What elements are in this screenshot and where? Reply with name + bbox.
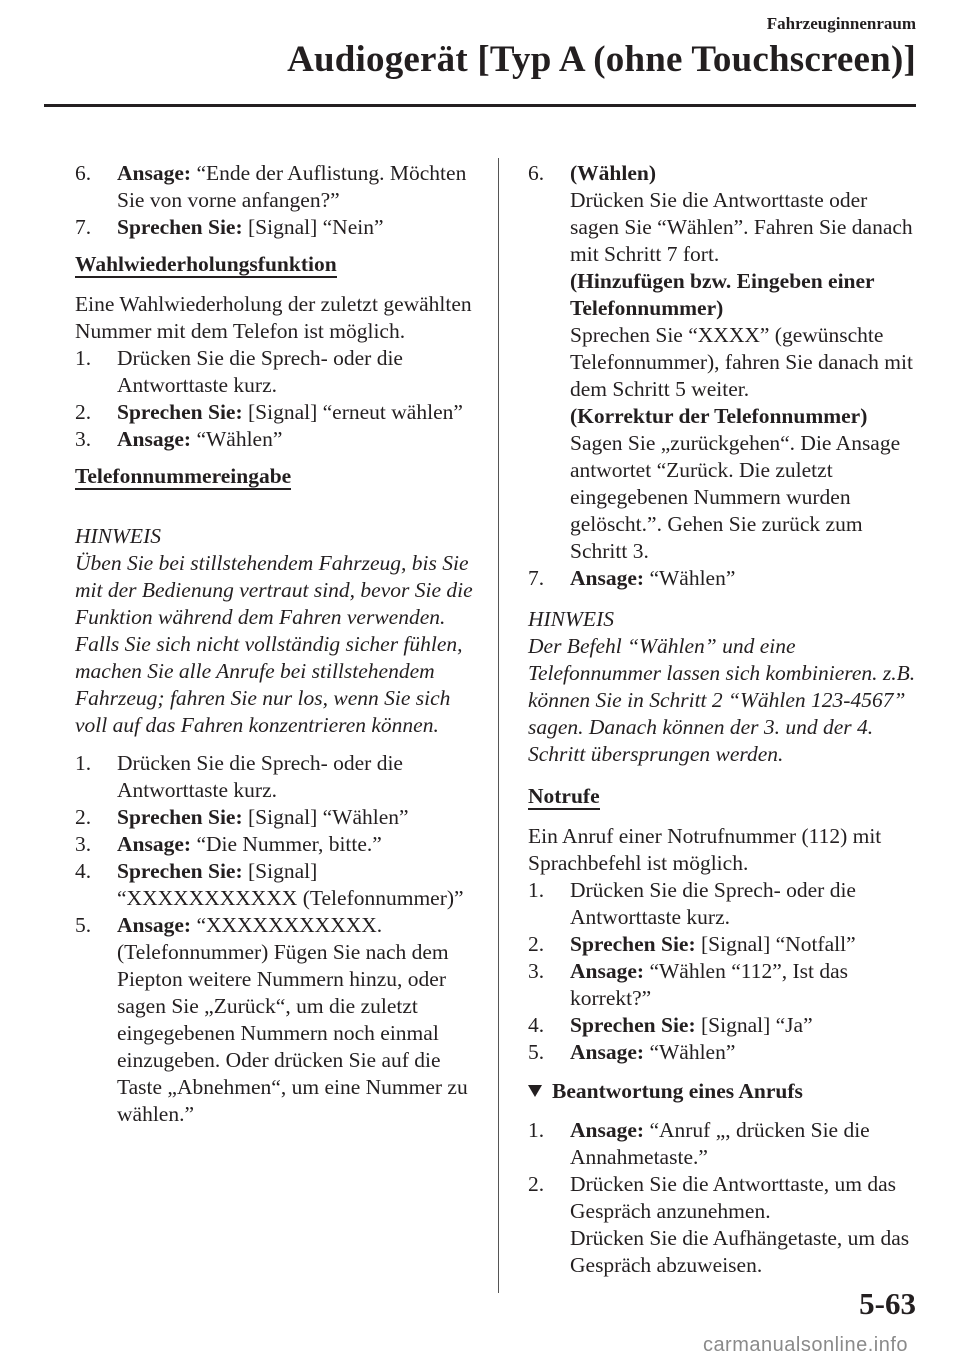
page-title: Audiogerät [Typ A (ohne Touchscreen)] — [287, 39, 916, 80]
item-label: Sprechen Sie: — [117, 215, 243, 239]
sub-body: Sprechen Sie “XXXX” (gewünschte Telefonnummer), fahren Sie danach mit dem Schritt 5 weiter. — [570, 323, 913, 401]
item-text — [117, 912, 475, 1128]
item-body: [Signal] “Wählen” — [242, 805, 409, 829]
item-body: [Signal] “Nein” — [242, 215, 384, 239]
section-heading-emergency: Notrufe — [528, 784, 600, 808]
item-body: “XXXXXXXXXXX. (Telefonnummer) Fügen Sie nach dem Piepton weitere Nummern hinzu, oder sagen Sie „Zurück“, um die zuletzt eingegebenen Nummern noch einmal einzugeben. Oder drücken Sie auf die Taste „Abnehmen“, um eine Nummer zu wählen.” — [117, 913, 468, 1126]
item-number: 3. — [528, 959, 545, 983]
item-body: Drücken Sie die Antworttaste oder sagen Sie “Wählen”. Fahren Sie danach mit Schritt 7 fort. — [570, 188, 913, 266]
column-divider — [498, 158, 499, 1293]
item-number: 2. — [528, 1172, 545, 1196]
section-label: Fahrzeuginnenraum — [766, 14, 916, 33]
item-body: Drücken Sie die Sprech- oder die Antworttaste kurz. — [570, 878, 856, 929]
item-text — [570, 958, 918, 1012]
item-number: 5. — [528, 1040, 545, 1064]
item-text — [570, 1117, 918, 1171]
right-column — [528, 160, 918, 1279]
item-number: 1. — [75, 346, 92, 370]
list-item — [528, 877, 918, 931]
item-label: Sprechen Sie: — [117, 805, 243, 829]
item-number: 5. — [75, 913, 92, 937]
item-body: Drücken Sie die Antworttaste, um das Gespräch anzunehmen. — [570, 1172, 897, 1223]
triangle-down-icon — [528, 1085, 542, 1097]
item-text — [570, 1171, 918, 1279]
note-text: Der Befehl “Wählen” und eine Telefonnummer lassen sich kombinieren. z.B. können Sie in Schritt 2 “Wählen 123-4567” sagen. Danach können der 3. und der 4. Schritt übersprungen werden. — [528, 634, 916, 766]
list-item — [528, 1117, 918, 1171]
list-item — [75, 160, 475, 214]
item-number: 4. — [528, 1013, 545, 1037]
item-number: 6. — [75, 161, 92, 185]
item-label: Ansage: — [570, 1040, 645, 1064]
item-text — [117, 858, 475, 912]
item-text — [117, 831, 475, 858]
list-item — [528, 1171, 918, 1279]
item-label: Ansage: — [570, 959, 645, 983]
item-label: Ansage: — [117, 913, 192, 937]
item-body: “Ende der Auflistung. Möchten Sie von vorne anfangen?” — [117, 161, 467, 212]
sub-label: (Hinzufügen bzw. Eingeben einer Telefonnummer) — [570, 269, 875, 320]
item-label: Ansage: — [570, 566, 645, 590]
item-label: Ansage: — [117, 161, 192, 185]
item-body: “Die Nummer, bitte.” — [191, 832, 382, 856]
item-label: Sprechen Sie: — [117, 400, 243, 424]
item-label: Sprechen Sie: — [570, 1013, 696, 1037]
item-number: 1. — [528, 878, 545, 902]
item-body: [Signal] “Notfall” — [695, 932, 856, 956]
item-text — [570, 1039, 918, 1066]
note-text: Üben Sie bei stillstehendem Fahrzeug, bis Sie mit der Bedienung vertraut sind, bevor Sie die Funktion während dem Fahren verwenden. Falls Sie sich nicht vollständig sicher fühlen, machen Sie alle Anrufe bei stillstehendem Fahrzeug; fahren Sie nur los, wenn Sie sich voll auf das Fahren konzentrieren können. — [75, 551, 473, 737]
item-body: “Wählen “112”, Ist das korrekt?” — [570, 959, 849, 1010]
item-label: (Wählen) — [570, 161, 656, 185]
item-number: 7. — [528, 566, 545, 590]
item-number: 6. — [528, 161, 545, 185]
item-number: 4. — [75, 859, 92, 883]
item-label: Ansage: — [117, 832, 192, 856]
item-body: Drücken Sie die Aufhängetaste, um das Gespräch abzuweisen. — [570, 1226, 910, 1277]
list-item — [528, 160, 918, 565]
section-heading-redial: Wahlwiederholungsfunktion — [75, 252, 337, 276]
subsection-answer-call — [528, 1078, 918, 1105]
item-body: “Wählen” — [644, 566, 736, 590]
item-text — [570, 565, 918, 592]
item-text — [117, 160, 475, 214]
page-number: 5-63 — [859, 1286, 916, 1321]
item-body: [Signal] “XXXXXXXXXXX (Telefonnummer)” — [117, 859, 464, 910]
list-item — [75, 831, 475, 858]
item-number: 1. — [75, 751, 92, 775]
list-item — [528, 931, 918, 958]
item-label: Ansage: — [117, 427, 192, 451]
list-item — [75, 912, 475, 1128]
item-body: “Wählen” — [644, 1040, 736, 1064]
item-body: [Signal] “Ja” — [695, 1013, 813, 1037]
section-heading-phone-entry: Telefonnummereingabe — [75, 464, 292, 488]
item-body: Drücken Sie die Sprech- oder die Antworttaste kurz. — [117, 751, 403, 802]
item-body: Drücken Sie die Sprech- oder die Antworttaste kurz. — [117, 346, 403, 397]
left-column — [75, 160, 475, 1128]
item-number: 3. — [75, 832, 92, 856]
item-label: Sprechen Sie: — [117, 859, 243, 883]
item-text — [570, 931, 918, 958]
list-item — [75, 426, 475, 453]
item-number: 3. — [75, 427, 92, 451]
list-item — [75, 804, 475, 831]
list-item — [75, 858, 475, 912]
redial-intro: Eine Wahlwiederholung der zuletzt gewählten Nummer mit dem Telefon ist möglich. — [75, 292, 472, 343]
list-item — [75, 214, 475, 241]
item-label: Sprechen Sie: — [570, 932, 696, 956]
item-number: 2. — [75, 400, 92, 424]
item-number: 7. — [75, 215, 92, 239]
list-item — [528, 1039, 918, 1066]
item-body: “Wählen” — [191, 427, 283, 451]
item-text — [570, 160, 918, 565]
item-label: Ansage: — [570, 1118, 645, 1142]
item-body: “Anruf „, drücken Sie die Annahmetaste.” — [570, 1118, 870, 1169]
header-rule — [44, 104, 916, 107]
item-number: 2. — [528, 932, 545, 956]
emergency-intro: Ein Anruf einer Notrufnummer (112) mit Sprachbefehl ist möglich. — [528, 824, 882, 875]
item-number: 1. — [528, 1118, 545, 1142]
item-text — [117, 804, 475, 831]
list-item — [528, 958, 918, 1012]
list-item — [528, 1012, 918, 1039]
sub-label: (Korrektur der Telefonnummer) — [570, 404, 868, 428]
subsection-title: Beantwortung eines Anrufs — [552, 1079, 803, 1103]
list-item — [75, 345, 475, 399]
list-item — [75, 399, 475, 426]
note-title: HINWEIS — [75, 524, 161, 548]
sub-body: Sagen Sie „zurückgehen“. Die Ansage antwortet “Zurück. Die zuletzt eingegebenen Nummern wurden gelöscht.”. Gehen Sie zurück zum Schritt 3. — [570, 431, 901, 563]
list-item — [528, 565, 918, 592]
item-text — [117, 399, 475, 426]
item-body: [Signal] “erneut wählen” — [242, 400, 463, 424]
item-text — [117, 214, 475, 241]
item-text — [570, 1012, 918, 1039]
item-text — [117, 426, 475, 453]
item-number: 2. — [75, 805, 92, 829]
list-item — [75, 750, 475, 804]
note-title: HINWEIS — [528, 607, 614, 631]
watermark: carmanualsonline.info — [702, 1334, 908, 1356]
